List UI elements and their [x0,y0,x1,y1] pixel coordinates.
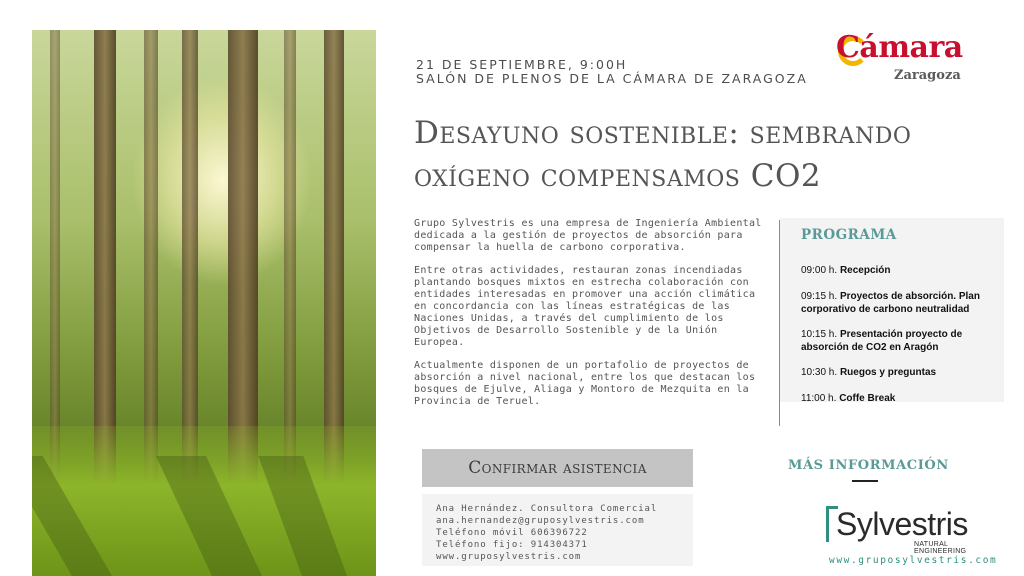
description-paragraph: Actualmente disponen de un portafolio de proyectos de absorción a nivel nacional, entre los que destacan los bosques de Ejulve, Aliaga y Montoro de Mezquita en la Provincia de Teruel. [414,360,756,407]
contact-name: Ana Hernández. Consultora Comercial [436,504,658,514]
program-item [801,366,1001,379]
contact-email[interactable]: ana.hernandez@gruposylvestris.com [436,516,645,526]
program-panel [780,218,1004,402]
description [414,218,764,419]
event-place: SALÓN DE PLENOS DE LA CÁMARA DE ZARAGOZA [416,71,808,86]
website-link[interactable]: www.gruposylvestris.com [829,555,998,566]
contact-landline: Teléfono fijo: 914304371 [436,540,588,550]
program-item [801,328,1001,354]
forest-photo [32,30,376,576]
program-item-text: Recepción [839,265,891,276]
contact-mobile: Teléfono móvil 606396722 [436,528,588,538]
sylvestris-logo[interactable] [826,506,992,555]
divider [852,480,878,482]
camara-logo-name: Cámara [836,30,963,65]
program-item [801,264,1001,277]
program-item-text: Coffe Break [839,393,896,404]
program-item-time: 09:00 h. [801,265,838,276]
camara-logo-city: Zaragoza [894,68,961,83]
program-item-text: Presentación proyecto de absorción de CO2 en Aragón [801,329,963,353]
program-item-time: 09:15 h. [801,291,838,302]
program-title: PROGRAMA [801,227,897,243]
confirm-attendance-button[interactable]: Confirmar asistencia [422,449,693,487]
contact-web-link[interactable]: www.gruposylvestris.com [436,552,582,562]
description-paragraph: Grupo Sylvestris es una empresa de Ingeniería Ambiental dedicada a la gestión de proyectos de absorción para compensar la huella de carbono corporativa. [414,218,762,253]
program-item [801,392,1001,405]
description-paragraph: Entre otras actividades, restauran zonas incendiadas plantando bosques mixtos en estrecha colaboración con entidades interesadas en promover una acción climática en concordancia con las líneas estratégicas de las Naciones Unidas, a través del cumplimiento de los Objetivos de Desarrollo Sostenible y de la Unión Europea. [414,265,756,348]
contact-panel [422,494,693,566]
page-title: Desayuno sostenible: sembrando oxígeno compensamos CO2 [414,115,912,194]
more-info-heading: MÁS INFORMACIÓN [788,458,949,473]
program-item-time: 10:15 h. [801,329,838,340]
camara-logo[interactable] [836,30,996,86]
program-item-time: 11:00 h. [801,393,837,404]
sylvestris-logo-tagline: NATURAL ENGINEERING [914,541,967,555]
program-item-text: Ruegos y preguntas [839,367,937,378]
program-item [801,290,1001,316]
program-item-time: 10:30 h. [801,367,838,378]
sylvestris-logo-name: Sylvestris [836,506,968,542]
event-date: 21 DE SEPTIEMBRE, 9:00H [416,57,628,72]
program-item-text: Proyectos de absorción. Plan corporativo de carbono neutralidad [801,291,980,315]
